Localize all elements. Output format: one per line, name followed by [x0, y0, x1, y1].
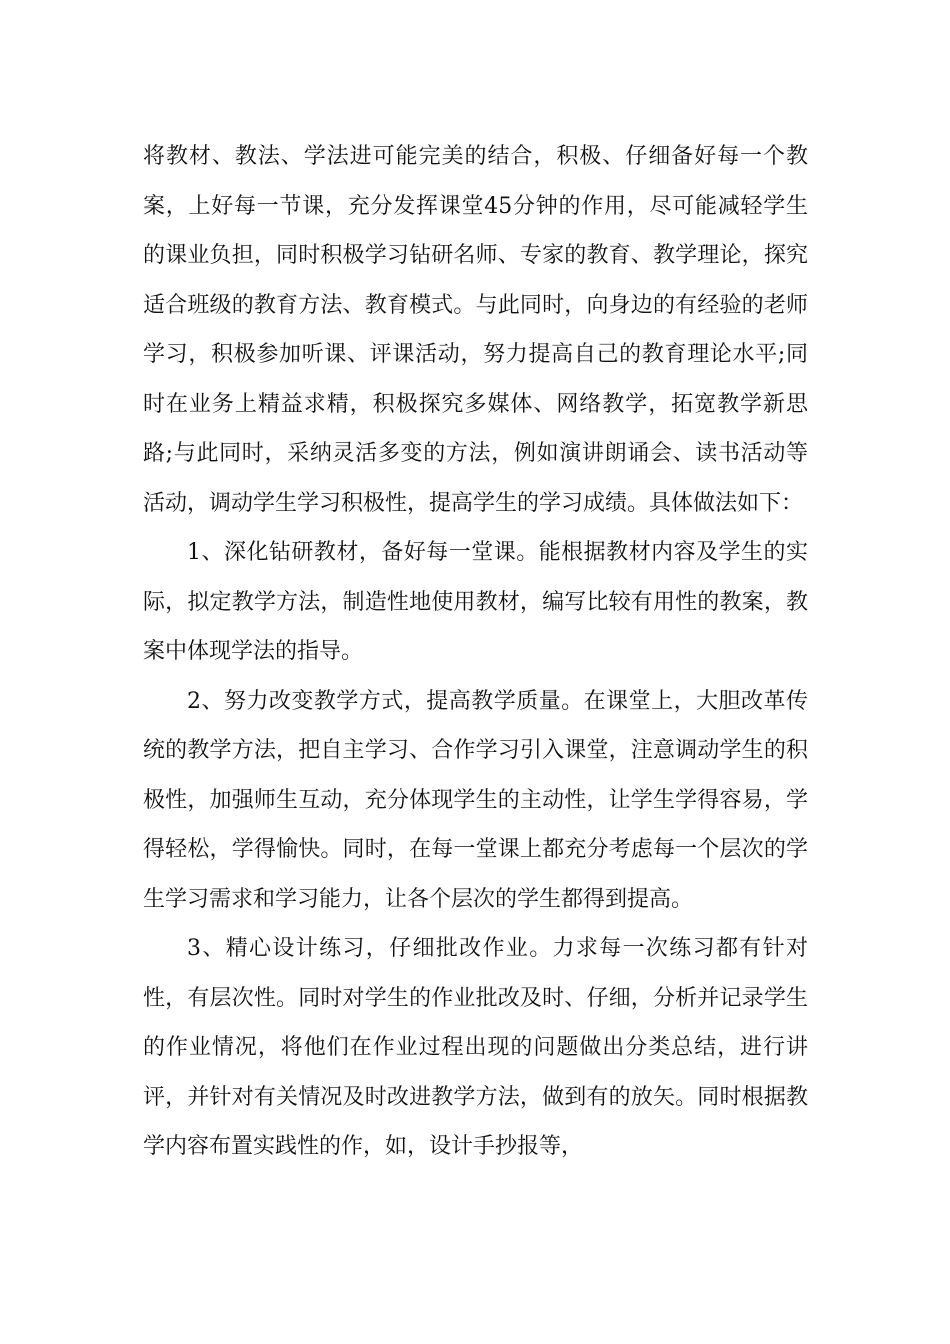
- body-paragraph-intro: 将教材、教法、学法进可能完美的结合，积极、仔细备好每一个教案，上好每一节课，充分发挥课堂45分钟的作用，尽可能减轻学生的课业负担，同时积极学习钻研名师、专家的教育、教学理论，探究适合班级的教育方法、教育模式。与此同时，向身边的有经验的老师学习，积极参加听课、评课活动，努力提高自己的教育理论水平;同时在业务上精益求精，积极探究多媒体、网络教学，拓宽教学新思路;与此同时，采纳灵活多变的方法，例如演讲朗诵会、读书活动等活动，调动学生学习积极性，提高学生的学习成绩。具体做法如下：: [143, 144, 808, 516]
- document-body: [143, 132, 808, 1172]
- body-paragraph-item-3: 3、精心设计练习，仔细批改作业。力求每一次练习都有针对性，有层次性。同时对学生的作业批改及时、仔细，分析并记录学生的作业情况，将他们在作业过程出现的问题做出分类总结，进行讲评，并针对有关情况及时改进教学方法，做到有的放矢。同时根据教学内容布置实践性的作，如，设计手抄报等，: [143, 936, 808, 1159]
- body-paragraph-item-2: 2、努力改变教学方式，提高教学质量。在课堂上，大胆改革传统的教学方法，把自主学习、合作学习引入课堂，注意调动学生的积极性，加强师生互动，充分体现学生的主动性，让学生学得容易，学得轻松，学得愉快。同时，在每一堂课上都充分考虑每一个层次的学生学习需求和学习能力，让各个层次的学生都得到提高。: [143, 688, 808, 912]
- body-paragraph-item-1: 1、深化钻研教材，备好每一堂课。能根据教材内容及学生的实际，拟定教学方法，制造性地使用教材，编写比较有用性的教案，教案中体现学法的指导。: [143, 540, 808, 664]
